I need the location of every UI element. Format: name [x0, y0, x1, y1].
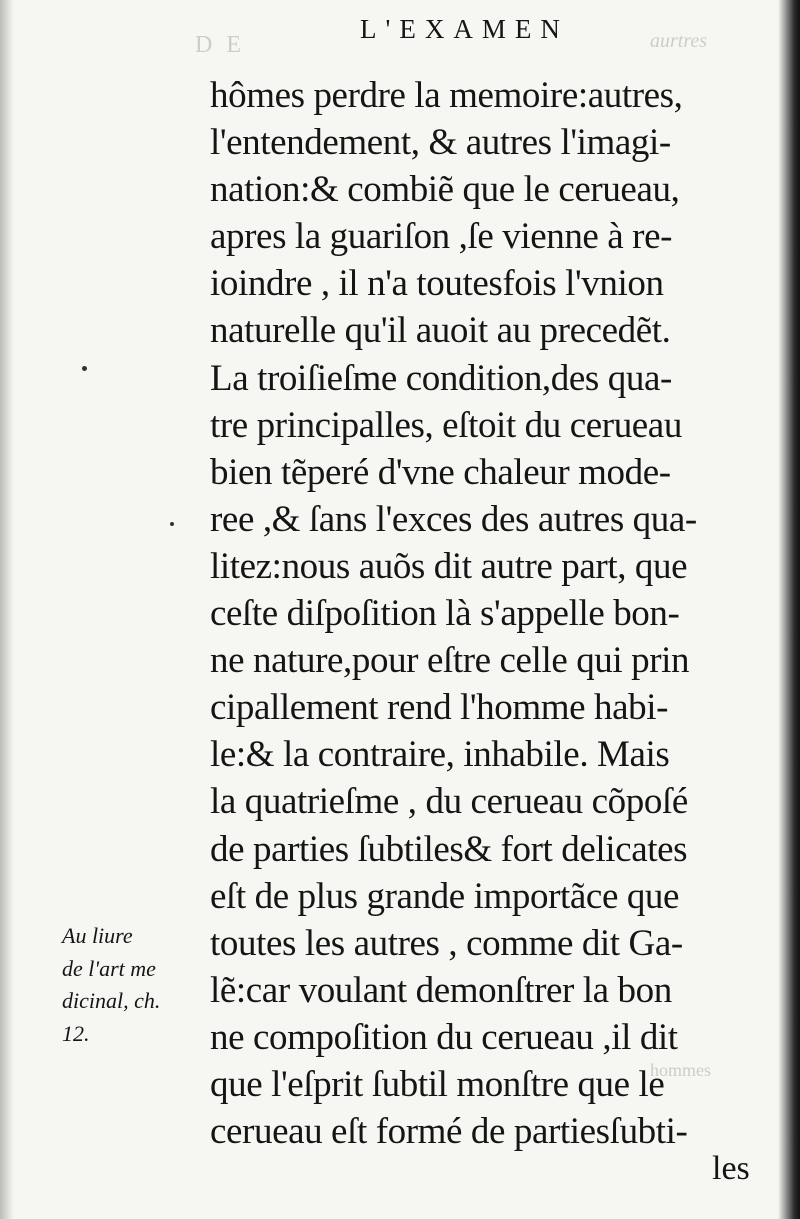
bleed-through-text-left: D E [195, 32, 245, 58]
text-line: toutes les autres , comme dit Ga- [210, 922, 683, 964]
text-line: lẽ:car voulant demonſtrer la bon [210, 969, 672, 1011]
text-line: La troiſieſme condition,des qua- [210, 357, 672, 399]
text-line: ioindre , il n'a toutesfois l'vnion [210, 263, 664, 305]
margin-note-line: 12. [62, 1020, 90, 1046]
body-text [210, 72, 770, 1155]
bleed-through-text-right: aurtres [650, 30, 708, 52]
text-line: cipallement rend l'homme habi- [210, 687, 669, 729]
text-line: ree ,& ſans l'exces des autres qua- [210, 498, 697, 540]
margin-note-line: dicinal, ch. [62, 988, 161, 1013]
text-line: que l'eſprit ſubtil monſtre que le [210, 1063, 665, 1105]
ink-speck [82, 366, 87, 371]
margin-note-line: Au liure [62, 923, 133, 948]
text-line: ne nature,pour eſtre celle qui prin [210, 640, 690, 682]
margin-note [62, 920, 212, 1050]
text-line: cerueau eſt formé de partiesſubti- [210, 1111, 688, 1153]
text-line: de parties ſubtiles& fort delicates [210, 828, 688, 870]
text-line: la quatrieſme , du cerueau cõpoſé [210, 781, 688, 823]
catchword: les [712, 1150, 750, 1187]
running-head: L'EXAMEN [360, 14, 569, 44]
text-line: le:& la contraire, inhabile. Mais [210, 734, 670, 776]
bleed-through-text-lower: hommes [650, 1060, 711, 1080]
text-line: ceſte diſpoſition là s'appelle bon- [210, 593, 680, 635]
text-line: bien tẽperé d'vne chaleur mode- [210, 451, 671, 493]
text-line: litez:nous auõs dit autre part, que [210, 545, 688, 587]
margin-note-line: de l'art me [62, 955, 156, 981]
text-line: l'entendement, & autres l'imagi- [210, 122, 671, 164]
ink-speck [170, 522, 174, 526]
text-line: tre principalles, eſtoit du cerueau [210, 404, 682, 446]
text-line: ne compoſition du cerueau ,il dit [210, 1016, 678, 1058]
text-line: eſt de plus grande importãce que [210, 875, 680, 917]
text-line: naturelle qu'il auoit au precedẽt. [210, 310, 671, 352]
text-line: apres la guariſon ,ſe vienne à re- [210, 216, 673, 258]
text-line: hômes perdre la memoire:autres, [210, 75, 683, 116]
text-line: nation:& combiẽ que le cerueau, [210, 169, 680, 211]
